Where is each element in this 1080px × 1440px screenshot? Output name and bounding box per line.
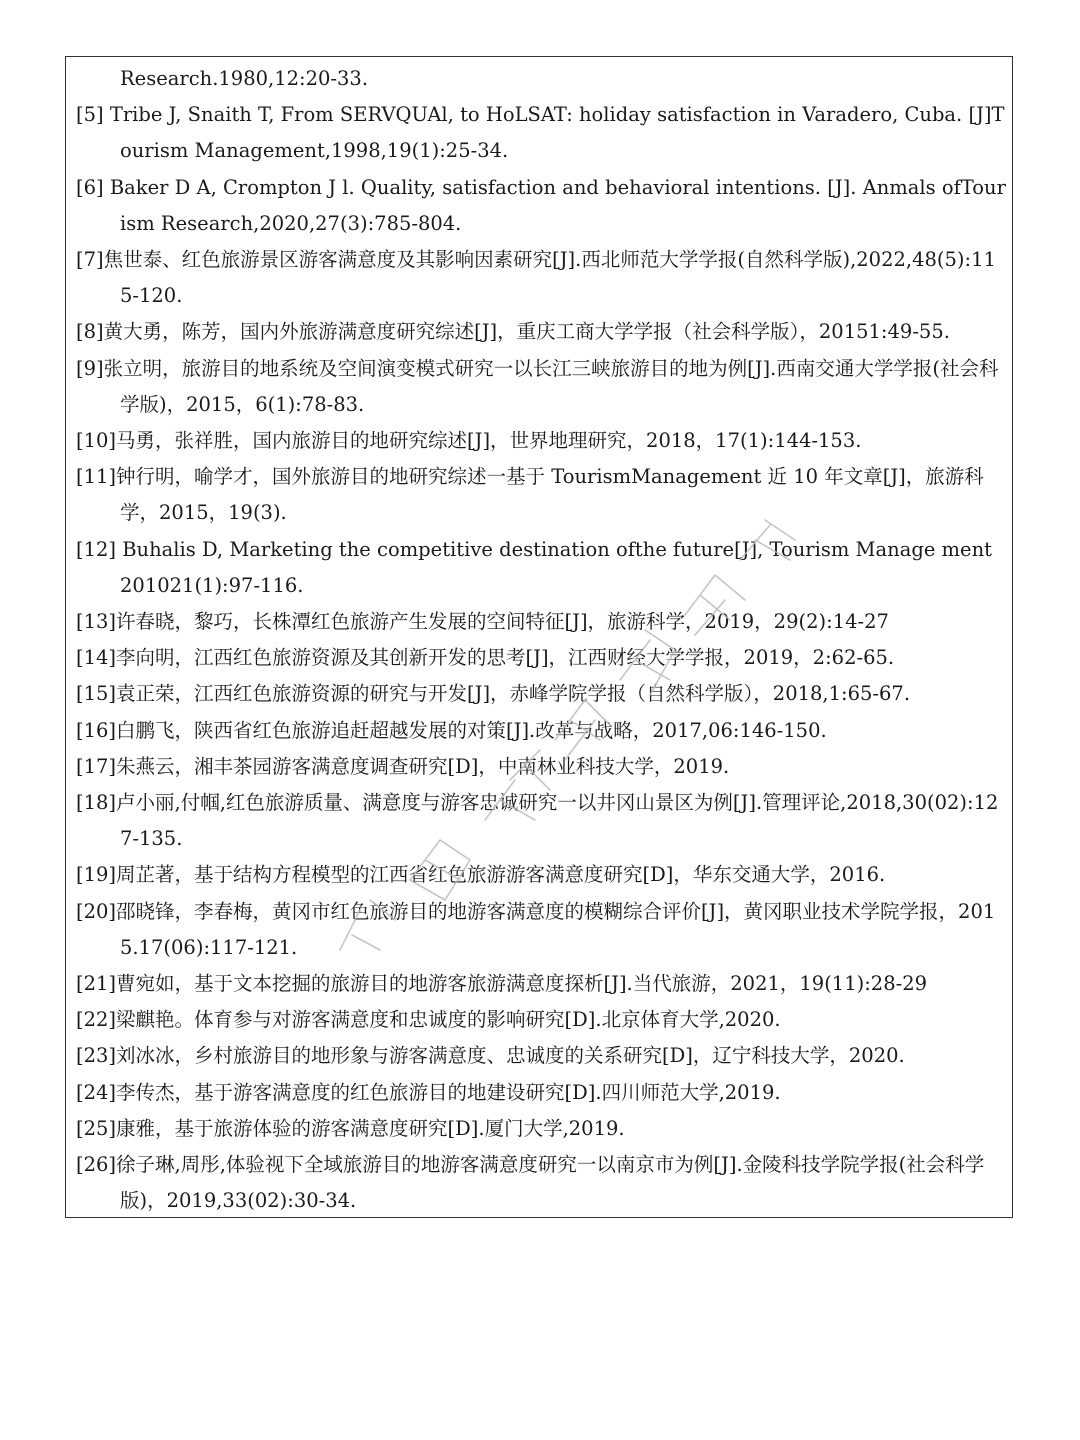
reference-item: [7]焦世泰、红色旅游景区游客满意度及其影响因素研究[J].西北师范大学学报(自然科学版),2022,48(5):115-120.	[76, 248, 996, 308]
references-frame	[65, 56, 1013, 1218]
reference-item: [21]曹宛如，基于文本挖掘的旅游目的地游客旅游满意度探析[J].当代旅游，2021，19(11):28-29	[76, 972, 928, 996]
reference-item: [15]袁正荣，江西红色旅游资源的研究与开发[J]，赤峰学院学报（自然科学版），2018,1:65-67.	[76, 682, 911, 706]
reference-list	[76, 61, 1006, 1218]
reference-item: [16]白鹏飞，陕西省红色旅游追赶超越发展的对策[J].改革与战略，2017,06:146-150.	[76, 718, 827, 742]
reference-item: [8]黄大勇，陈芳，国内外旅游满意度研究综述[J]，重庆工商大学学报（社会科学版），20151:49-55.	[76, 320, 950, 344]
reference-item: [14]李向明，江西红色旅游资源及其创新开发的思考[J]，江西财经大学学报，2019，2:62-65.	[76, 646, 895, 670]
reference-item: [22]梁麒艳。体育参与对游客满意度和忠诚度的影响研究[D].北京体育大学,2020.	[76, 1008, 781, 1032]
reference-item: [10]马勇，张祥胜，国内旅游目的地研究综述[J]，世界地理研究，2018，17(1):144-153.	[76, 429, 862, 453]
reference-item: [24]李传杰，基于游客满意度的红色旅游目的地建设研究[D].四川师范大学,2019.	[76, 1080, 781, 1104]
reference-item: [13]许春晓，黎巧，长株潭红色旅游产生发展的空间特征[J]，旅游科学，2019，29(2):14-27	[76, 610, 889, 634]
reference-item: [12] Buhalis D, Marketing the competitive destination ofthe future[J], Tourism Manage ment 201021(1):97-116.	[76, 537, 992, 597]
reference-item: [17]朱燕云，湘丰茶园游客满意度调查研究[D]，中南林业科技大学，2019.	[76, 754, 730, 778]
reference-item: [6] Baker D A, Crompton J l. Quality, satisfaction and behavioral intentions. [J]. Anmals ofTourism Research,2020,27(3):785-804.	[76, 175, 1006, 235]
reference-item: [20]邵晓锋，李春梅，黄冈市红色旅游目的地游客满意度的模糊综合评价[J]，黄冈职业技术学院学报，2015.17(06):117-121.	[76, 899, 996, 959]
reference-item: [26]徐子琳,周彤,体验视下全域旅游目的地游客满意度研究一以南京市为例[J].金陵科技学院学报(社会科学版)，2019,33(02):30-34.	[76, 1153, 985, 1213]
reference-item: [5] Tribe J, Snaith T, From SERVQUAl, to HoLSAT: holiday satisfaction in Varadero, Cuba. [J]Tourism Management,1998,19(1):25-34.	[76, 103, 1005, 163]
reference-item: [18]卢小丽,付帼,红色旅游质量、满意度与游客忠诚研究一以井冈山景区为例[J].管理评论,2018,30(02):127-135.	[76, 791, 999, 851]
reference-item: [11]钟行明，喻学才，国外旅游目的地研究综述一基于 TourismManagement 近 10 年文章[J]，旅游科学，2015，19(3).	[76, 465, 984, 525]
reference-item: [23]刘冰冰，乡村旅游目的地形象与游客满意度、忠诚度的关系研究[D]，辽宁科技大学，2020.	[76, 1044, 905, 1068]
reference-item: Research.1980,12:20-33.	[120, 67, 369, 90]
reference-item: [25]康雅，基于旅游体验的游客满意度研究[D].厦门大学,2019.	[76, 1116, 625, 1140]
reference-item: [19]周芷著，基于结构方程模型的江西省红色旅游游客满意度研究[D]，华东交通大学，2016.	[76, 863, 886, 887]
reference-item: [9]张立明，旅游目的地系统及空间演变模式研究一以长江三峡旅游目的地为例[J].西南交通大学学报(社会科学版)，2015，6(1):78-83.	[76, 356, 999, 416]
